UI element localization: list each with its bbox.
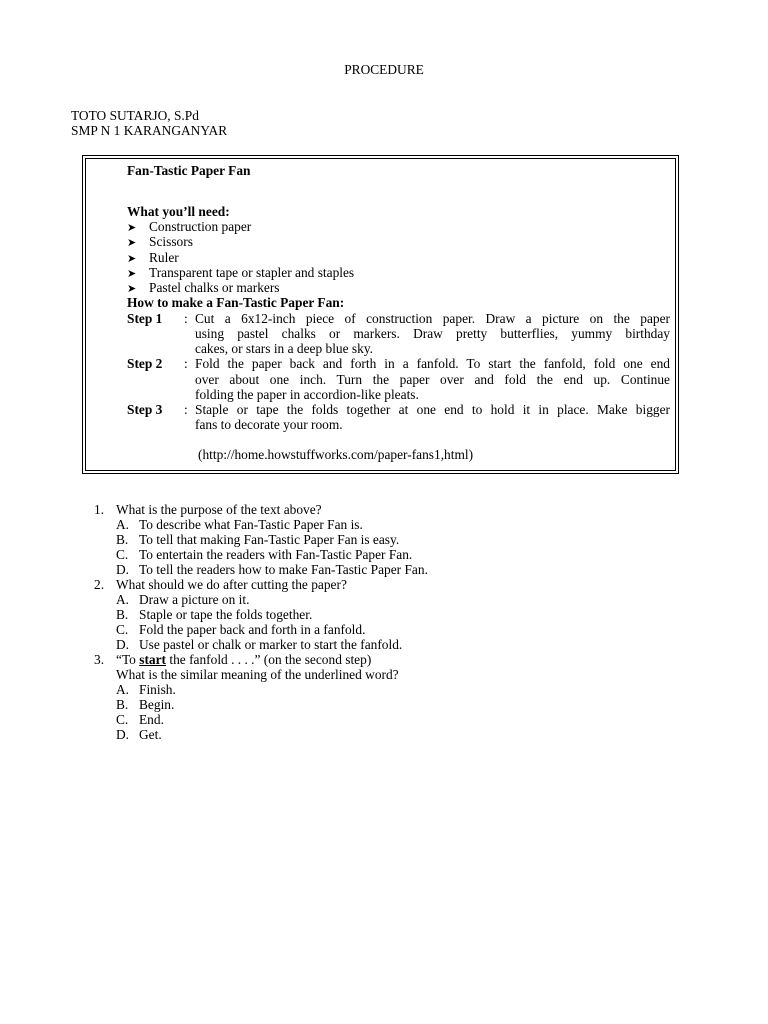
option-letter: D. xyxy=(116,637,130,652)
needs-item: Construction paper xyxy=(149,219,252,234)
option-text: Begin. xyxy=(139,697,175,712)
quote-before: “To xyxy=(116,652,140,667)
option-text: To tell the readers how to make Fan-Tastic Paper Fan. xyxy=(139,562,428,577)
question-number: 3. xyxy=(94,652,105,667)
option-letter: A. xyxy=(116,592,130,607)
option-text: End. xyxy=(139,712,164,727)
question-text: What is the purpose of the text above? xyxy=(116,502,322,517)
option-letter: C. xyxy=(116,547,129,562)
step-line: Staple or tape the folds together at one end to hold it in place. Make bigger xyxy=(195,402,670,417)
step-colon: : xyxy=(184,311,188,326)
step-line: Cut a 6x12-inch piece of construction paper. Draw a picture on the paper xyxy=(195,311,670,326)
step-line: folding the paper in accordion-like pleats. xyxy=(195,387,419,402)
how-heading: How to make a Fan-Tastic Paper Fan: xyxy=(127,295,345,310)
author-name: TOTO SUTARJO, S.Pd xyxy=(71,108,199,123)
option-text: To describe what Fan-Tastic Paper Fan is. xyxy=(139,517,363,532)
arrow-bullet-icon: ➤ xyxy=(127,282,137,295)
option-text: Finish. xyxy=(139,682,176,697)
option-letter: C. xyxy=(116,622,129,637)
option-text: Fold the paper back and forth in a fanfold. xyxy=(139,622,366,637)
option-letter: B. xyxy=(116,532,129,547)
underlined-word: start xyxy=(139,652,167,667)
option-letter: B. xyxy=(116,607,129,622)
step-label: Step 2 xyxy=(127,356,163,371)
needs-item: Ruler xyxy=(149,250,179,265)
option-text: Draw a picture on it. xyxy=(139,592,250,607)
question-text: What is the similar meaning of the underlined word? xyxy=(116,667,399,682)
step-colon: : xyxy=(184,356,188,371)
step-line: fans to decorate your room. xyxy=(195,417,343,432)
question-quote xyxy=(116,652,371,667)
option-text: Get. xyxy=(139,727,162,742)
option-letter: D. xyxy=(116,727,130,742)
option-text: Use pastel or chalk or marker to start the fanfold. xyxy=(139,637,403,652)
source-citation: (http://home.howstuffworks.com/paper-fans1,html) xyxy=(198,447,474,462)
question-text: What should we do after cutting the paper? xyxy=(116,577,347,592)
step-label: Step 1 xyxy=(127,311,163,326)
step-line: using pastel chalks or markers. Draw pretty butterflies, yummy birthday xyxy=(195,326,670,341)
option-letter: A. xyxy=(116,517,130,532)
question-number: 1. xyxy=(94,502,105,517)
quote-after: the fanfold . . . .” (on the second step) xyxy=(166,652,372,667)
step-line: Fold the paper back and forth in a fanfold. To start the fanfold, fold one end xyxy=(195,356,670,371)
arrow-bullet-icon: ➤ xyxy=(127,221,137,234)
needs-item: Pastel chalks or markers xyxy=(149,280,280,295)
needs-item: Scissors xyxy=(149,234,193,249)
step-line: over about one inch. Turn the paper over and fold the end up. Continue xyxy=(195,372,670,387)
option-letter: C. xyxy=(116,712,129,727)
document-title: PROCEDURE xyxy=(344,62,424,77)
step-label: Step 3 xyxy=(127,402,163,417)
school-name: SMP N 1 KARANGANYAR xyxy=(71,123,228,138)
arrow-bullet-icon: ➤ xyxy=(127,267,137,280)
step-line: cakes, or stars in a deep blue sky. xyxy=(195,341,373,356)
question-number: 2. xyxy=(94,577,105,592)
step-colon: : xyxy=(184,402,188,417)
option-text: To tell that making Fan-Tastic Paper Fan is easy. xyxy=(139,532,400,547)
needs-item: Transparent tape or stapler and staples xyxy=(149,265,355,280)
option-letter: B. xyxy=(116,697,129,712)
needs-heading: What you’ll need: xyxy=(127,204,230,219)
procedure-title: Fan-Tastic Paper Fan xyxy=(127,163,251,178)
option-letter: D. xyxy=(116,562,130,577)
arrow-bullet-icon: ➤ xyxy=(127,236,137,249)
option-text: To entertain the readers with Fan-Tastic Paper Fan. xyxy=(139,547,413,562)
option-letter: A. xyxy=(116,682,130,697)
option-text: Staple or tape the folds together. xyxy=(139,607,313,622)
arrow-bullet-icon: ➤ xyxy=(127,252,137,265)
